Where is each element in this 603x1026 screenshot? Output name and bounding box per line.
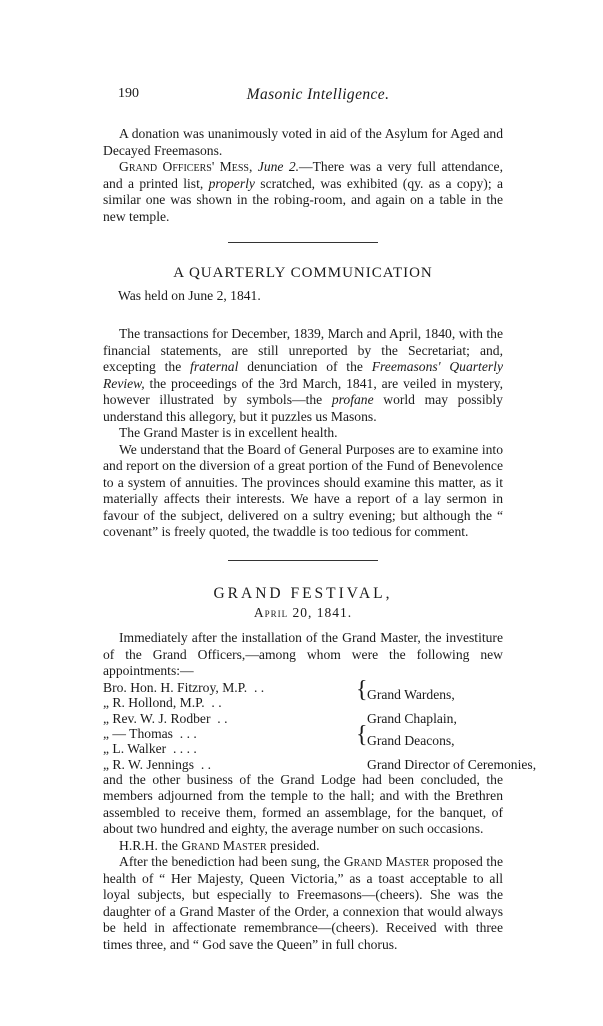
role-wardens: Grand Wardens,: [367, 686, 455, 702]
festival-heading: GRAND FESTIVAL,: [213, 585, 393, 602]
mess-date: June 2.: [257, 159, 300, 174]
transactions-paragraph: The transactions for December, 1839, March and April, 1840, with the financial statements, are still unreported by the Secretariat; and, excepting the fraternal denunciation of the Freemasons' Quarterly Review, the proceedings of the 3rd March, 1841, are veiled in mystery, however illustrated by symbols—the profane world may possibly understand this allegory, but it puzzles us Masons.: [103, 326, 503, 424]
role-director: Grand Director of Ceremonies,: [367, 756, 537, 772]
donation-paragraph: A donation was unanimously voted in aid of the Asylum for Aged and Decayed Freemasons.: [103, 126, 503, 158]
wardens-brace: {: [356, 676, 368, 703]
appointments-list: [103, 676, 537, 772]
page-header: [118, 86, 518, 106]
running-title: Masonic Intelligence.: [246, 86, 390, 103]
section-divider-2: [103, 560, 503, 561]
health-paragraph: The Grand Master is in excellent health.: [119, 425, 338, 440]
presided-paragraph: H.R.H. the Grand Master presided.: [119, 837, 320, 853]
appointment-row: „ L. Walker . . . .: [103, 740, 197, 756]
page-number: 190: [118, 86, 139, 101]
investiture-paragraph: Immediately after the installation of the Grand Master, the investiture of the Grand Officers,—among whom were the following new appointments:—: [103, 630, 503, 678]
festival-section: [103, 630, 537, 953]
section-divider: [103, 242, 503, 243]
intro-section: [103, 126, 503, 225]
toast-paragraph: After the benediction had been sung, the Grand Master proposed the health of “ Her Majesty, Queen Victoria,” as a toast acceptable to all loyal subjects, but especially to Freemasons—(cheers). She was the daughter of a Grand Master of the Order, a connexion that would always be held in affectionate remembrance—(cheers). Received with three times three, and “ God save the Queen” in full chorus.: [103, 854, 503, 952]
role-chaplain: Grand Chaplain,: [367, 710, 457, 726]
appointment-row: „ Rev. W. J. Rodber . .: [103, 710, 228, 726]
grand-officers-mess-paragraph: Grand Officers' Mess, June 2.—There was a very full attendance, and a printed list, properly scratched, was exhibited (qy. as a copy); a similar one was shown in the robing-room, and again on a table in the new temple.: [103, 159, 503, 224]
banquet-paragraph: and the other business of the Grand Lodge had been concluded, the members adjourned from the temple to the hall; and with the Brethren assembled to receive them, formed an assemblage, for the banquet, of about two hundred and eighty, the average number on such occasions.: [103, 771, 503, 836]
appointment-row: Bro. Hon. H. Fitzroy, M.P. . .: [103, 679, 265, 695]
appointment-row: „ R. Hollond, M.P. . .: [103, 694, 222, 710]
quarterly-heading: A QUARTERLY COMMUNICATION: [173, 265, 433, 281]
board-paragraph: We understand that the Board of General Purposes are to examine into and report on the diversion of a great portion of the Fund of Benevolence to a system of annuities. The provinces should examine this matter, as it materially affects their interests. We have a report of a lay sermon in favour of the subject, delivered on a sultry evening; but although the “ covenant” is freely quoted, the twaddle is too tedious for comment.: [103, 441, 503, 539]
deacons-brace: {: [356, 721, 368, 748]
quarterly-subtitle: Was held on June 2, 1841.: [118, 288, 261, 303]
quarterly-section: [103, 326, 503, 541]
appointment-row: „ — Thomas . . .: [103, 725, 197, 741]
role-deacons: Grand Deacons,: [367, 732, 455, 748]
appointment-row: „ R. W. Jennings . .: [103, 756, 212, 772]
mess-label: Grand Officers' Mess,: [119, 159, 253, 174]
festival-date: April 20, 1841.: [253, 605, 353, 620]
